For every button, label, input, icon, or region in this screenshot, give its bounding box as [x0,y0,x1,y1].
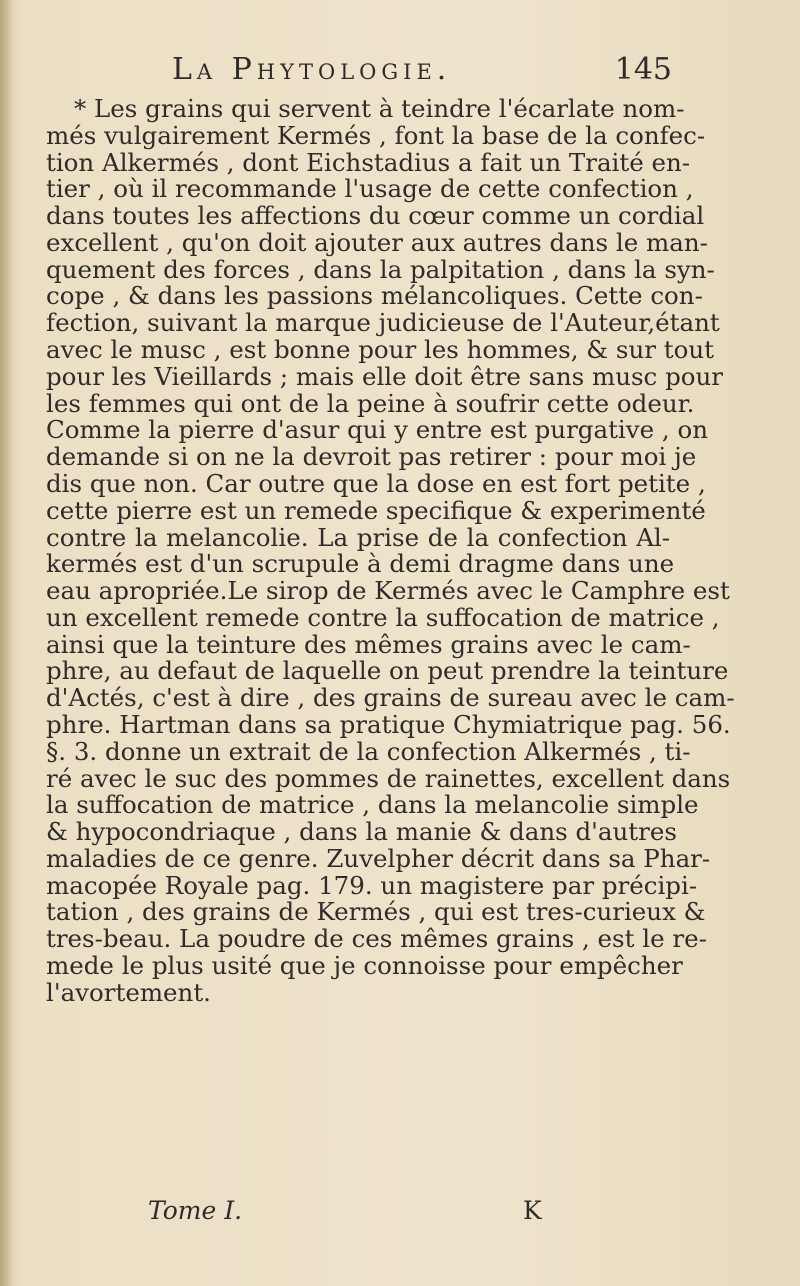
text-line: més vulgairement Kermés , font la base de la confec- [46,120,706,150]
page-header [172,52,672,96]
text-line: avec le musc , est bonne pour les hommes, & sur tout [46,335,714,365]
text-line: tion Alkermés , dont Eichstadius a fait un Traité en- [46,147,691,177]
text-line: dis que non. Car outre que la dose en est fort petite , [46,468,706,498]
text-line: phre, au defaut de laquelle on peut prendre la teinture [46,656,729,686]
text-line: dans toutes les affections du cœur comme un cordial [46,201,705,231]
text-line: cette pierre est un remede specifique & experimenté [46,495,706,525]
text-line: un excellent remede contre la suffocation de matrice , [46,602,720,632]
text-line: quement des forces , dans la palpitation , dans la syn- [46,254,715,284]
text-line: macopée Royale pag. 179. un magistere par précipi- [46,870,698,900]
text-line: la suffocation de matrice , dans la melancolie simple [46,790,699,820]
text-line: l'avortement. [46,977,211,1007]
text-line: contre la melancolie. La prise de la confection Al- [46,522,670,552]
text-line: phre. Hartman dans sa pratique Chymiatrique pag. 56. [46,709,731,739]
signature-mark: K [523,1196,542,1225]
page-number: 145 [614,52,672,87]
running-title: La Phytologie. [172,52,452,87]
text-line: ré avec le suc des pommes de rainettes, excellent dans [46,763,731,793]
text-line: mede le plus usité que je connoisse pour empêcher [46,951,683,980]
text-line: les femmes qui ont de la peine à soufrir cette odeur. [46,388,695,418]
text-line: * Les grains qui servent à teindre l'écarlate nom- [74,94,685,123]
text-line: excellent , qu'on doit ajouter aux autres dans le man- [46,227,708,257]
text-line: & hypocondriaque , dans la manie & dans d'autres [46,817,677,847]
text-line: tier , où il recommande l'usage de cette confection , [46,174,694,204]
text-line: tres-beau. La poudre de ces mêmes grains , est le re- [46,924,707,954]
text-line: tation , des grains de Kermés , qui est tres-curieux & [46,897,706,927]
text-line: §. 3. donne un extrait de la confection Alkermés , ti- [46,736,691,766]
text-line: ainsi que la teinture des mêmes grains avec le cam- [46,629,691,659]
text-line: pour les Vieillards ; mais elle doit être sans musc pour [46,361,723,391]
text-line: cope , & dans les passions mélancoliques. Cette con- [46,281,703,311]
text-line: fection, suivant la marque judicieuse de l'Auteur,étant [46,308,720,338]
body-text [46,94,735,1007]
text-line: eau apropriée.Le sirop de Kermés avec le Camphre est [46,576,730,606]
text-line: maladies de ce genre. Zuvelpher décrit dans sa Phar- [46,843,711,873]
text-line: demande si on ne la devroit pas retirer : pour moi je [46,442,697,472]
text-line: d'Actés, c'est à dire , des grains de sureau avec le cam- [46,683,735,713]
volume-label: Tome I. [148,1196,243,1225]
text-line: kermés est d'un scrupule à demi dragme dans une [46,549,675,579]
text-line: Comme la pierre d'asur qui y entre est purgative , on [46,415,709,445]
